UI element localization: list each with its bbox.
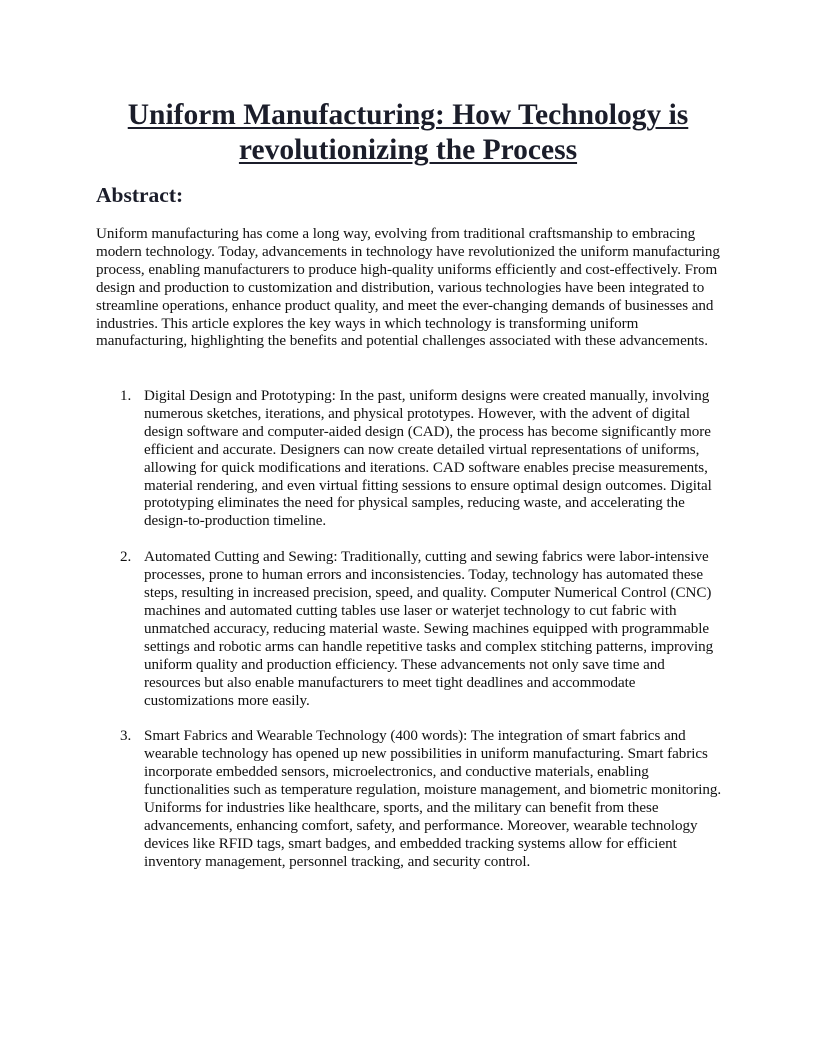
abstract-heading: Abstract: — [96, 183, 184, 207]
numbered-list — [96, 388, 722, 890]
abstract-paragraph: Uniform manufacturing has come a long way, evolving from traditional craftsmanship to embracing modern technology. Today, advancements in technology have revolutionized the uniform manufacturing process, enabling manufacturers to produce high-quality uniforms efficiently and cost-effectively. From design and production to customization and distribution, various technologies have been integrated to streamline operations, enhance product quality, and meet the ever-changing demands of businesses and industries. This article explores the key ways in which technology is transforming uniform manufacturing, highlighting the benefits and potential challenges associated with these advancements. — [96, 226, 720, 350]
list-item-smart-fabrics — [96, 728, 722, 871]
title-line-2: revolutionizing the Process — [238, 134, 578, 166]
list-item-number: 2. — [120, 549, 132, 566]
list-item-text: Automated Cutting and Sewing: Traditionally, cutting and sewing fabrics were labor-intensive processes, prone to human errors and inconsistencies. Today, technology has automated these steps, resulting in increased precision, speed, and quality. Computer Numerical Control (CNC) machines and automated cutting tables use laser or waterjet technology to cut fabric with unmatched accuracy, reducing material waste. Sewing machines equipped with programmable settings and robotic arms can handle repetitive tasks and complex stitching patterns, improving uniform quality and production efficiency. These advancements not only save time and resources but also enable manufacturers to meet tight deadlines and accommodate customizations more easily. — [144, 549, 714, 709]
list-item-number: 1. — [120, 388, 132, 404]
list-item-number: 3. — [120, 728, 132, 745]
list-item-automated-cutting — [96, 549, 722, 710]
page-title — [96, 98, 720, 168]
list-item-text: Digital Design and Prototyping: In the past, uniform designs were created manually, involving numerous sketches, iterations, and physical prototypes. However, with the advent of digital design software and computer-aided design (CAD), the process has become significantly more efficient and accurate. Designers can now create detailed virtual representations of uniforms, allowing for quick modifications and iterations. CAD software enables precise measurements, material rendering, and even virtual fitting sessions to ensure optimal design outcomes. Digital prototyping eliminates the need for physical samples, reducing waste, and accelerating the design-to-production timeline. — [144, 388, 712, 530]
title-line-1: Uniform Manufacturing: How Technology is — [127, 99, 689, 131]
list-item-digital-design — [96, 388, 722, 531]
list-item-text: Smart Fabrics and Wearable Technology (400 words): The integration of smart fabrics and wearable technology has opened up new possibilities in uniform manufacturing. Smart fabrics incorporate embedded sensors, microelectronics, and conductive materials, enabling functionalities such as temperature regulation, moisture management, and biometric monitoring. Uniforms for industries like healthcare, sports, and the military can benefit from these advancements, enhancing comfort, safety, and performance. Moreover, wearable technology devices like RFID tags, smart badges, and embedded tracking systems allow for efficient inventory management, personnel tracking, and security control. — [144, 728, 722, 870]
